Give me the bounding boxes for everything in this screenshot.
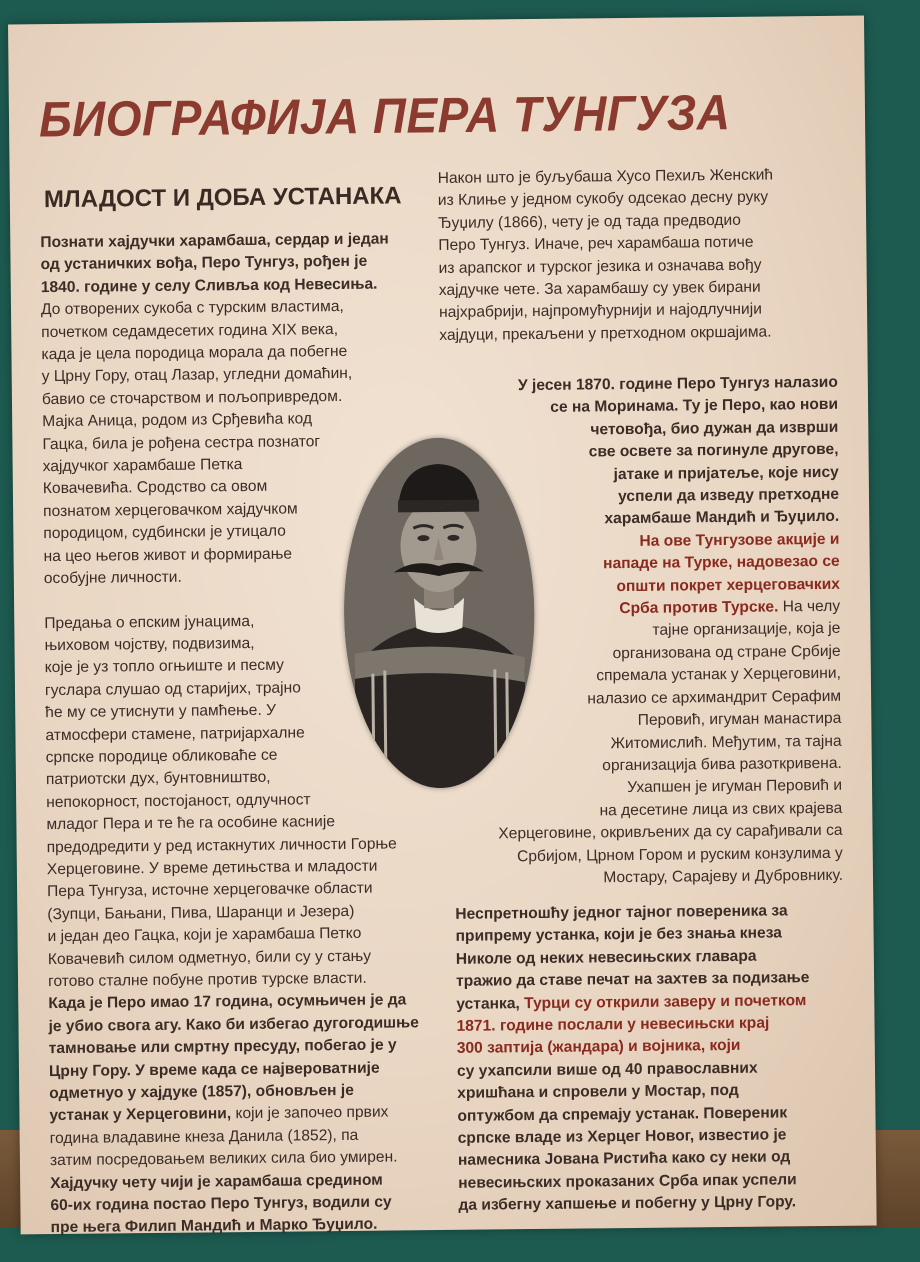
text-line: Николе од неких невесињских главара [455, 947, 757, 968]
text-line: Ковачевић силом одметнуо, били су у стању [47, 947, 372, 968]
text-line: особујне личности. [43, 568, 182, 588]
text-line: Неспретношћу једног тајног повереника за [455, 902, 788, 923]
text-line: невесињских проказаних Срба ипак успели [458, 1171, 797, 1192]
text-line: породицом, судбински је утицало [43, 522, 286, 543]
text-line [456, 989, 851, 1016]
text-line: оптужбом да спремају устанак. Повереник [457, 1104, 788, 1125]
text-line: општи покрет херцеговачких [616, 575, 841, 595]
text-line: готово сталне побуне против турске власти. [47, 969, 367, 991]
text-line: Када је Перо имао 17 година, осумњичен је да [48, 991, 407, 1013]
text-line: познатом херцеговачком хајдучком [43, 500, 298, 521]
text-line: све освете за погинуле другове, [588, 441, 839, 461]
text-line: До отворених сукоба с турским властима, [40, 298, 344, 319]
text-line: Србијом, Црном Гором и руским конзулима у [516, 844, 843, 865]
text-line: бавио се сточарством и пољопривредом. [41, 387, 343, 408]
text-line: се на Моринама. Ту је Перо, као нови [550, 396, 839, 417]
text-line: налазио се архимандрит Серафим [587, 687, 842, 708]
text-line: организована од стране Србије [612, 642, 841, 663]
text-line: су ухапсили више од 40 православних [456, 1059, 758, 1080]
text-line: Предања о епским јунацима, [44, 612, 255, 632]
text-line: тражио да ставе печат на захтев за подизање [455, 969, 810, 991]
paragraph-harambasa [438, 164, 840, 347]
text-line: из Клиње у једном сукобу одсекао десну руку [437, 188, 769, 210]
text-line: Пера Тунгуза, источне херцеговачке области [47, 880, 373, 901]
text-fragment: На челу [778, 597, 841, 616]
text-line: пре њега Филип Мандић и Марко Ђуџило. [50, 1216, 378, 1237]
text-line: 300 заптија (жандара) и војника, који [456, 1037, 741, 1058]
text-line: патриотски дух, бунтовништво, [45, 769, 271, 789]
text-line: 1840. године у селу Сливља код Невесиња. [40, 275, 378, 296]
text-line: 1871. године послали у невесињски крај [456, 1014, 770, 1035]
text-fragment: устанак у Херцеговини, [49, 1105, 232, 1125]
right-column-top [438, 164, 840, 369]
text-line: најхрабрији, најпромућурнији и најодлучнији [438, 301, 762, 322]
text-line: Гацка, била је рођена сестра познатог [42, 432, 321, 453]
text-line: из арапског и турског језика и означава вођу [438, 256, 762, 277]
text-line: четовођа, био дужан да изврши [590, 418, 839, 439]
text-line: српске владе из Херцег Новог, известио је [457, 1126, 787, 1147]
text-line: хајдучког харамбаше Петка [42, 456, 243, 476]
text-line: и један део Гацка, који је харамбаша Петко [47, 925, 362, 946]
text-line: Перовић, игуман манастира [637, 709, 842, 730]
text-line: у Црну Гору, отац Лазар, угледни домаћин, [41, 365, 353, 386]
text-line: предодредити у ред истакнутих личности Горње [46, 835, 397, 856]
text-line: 60-их година постао Перо Тунгуз, водили су [50, 1193, 392, 1215]
text-line: Херцеговине. У време детињства и младости [46, 857, 378, 879]
text-line: да избегну хапшење и побегну у Црну Гору. [458, 1193, 797, 1215]
section-subtitle: МЛАДОСТ И ДОБА УСТАНАКА [43, 182, 402, 214]
text-line: Житомислић. Међутим, та тајна [610, 732, 842, 752]
text-line: нападе на Турке, надовезао се [603, 553, 840, 573]
text-line: српске породице обликоваће се [45, 746, 278, 767]
text-line: У јесен 1870. године Перо Тунгуз налазио [517, 373, 838, 395]
text-line: одметнуо у хајдуке (1857), обновљен је [49, 1081, 354, 1103]
text-line: хришћана и спровели у Мостар, под [457, 1082, 739, 1103]
text-line: атмосфери стамене, патријархалне [45, 723, 305, 744]
text-line: (Зупци, Бањани, Пива, Шаранци и Језера) [47, 902, 355, 923]
text-line: Перо Тунгуз. Иначе, реч харамбаша потиче [438, 233, 754, 255]
text-line: харамбаше Мандић и Ђуџило. [604, 508, 840, 528]
text-line: на десетине лица из свих крајева [599, 799, 843, 820]
text-line: Ковачевића. Сродство са овом [42, 478, 268, 498]
text-line: Мајка Аница, родом из Срђевића код [42, 410, 313, 431]
text-line: хајдучке чете. За харамбашу су увек бирани [438, 278, 761, 300]
text-line: гуслара слушао од старијих, трајно [44, 679, 301, 699]
text-line: спремала устанак у Херцеговини, [596, 665, 841, 685]
right-column-bottom [455, 900, 853, 1240]
text-line: Ухапшен је игуман Перовић и [627, 777, 843, 797]
text-line: је убио свога агу. Како би избегао дугогодишње [48, 1014, 420, 1035]
text-fragment: устанка, [456, 994, 525, 1013]
text-line [49, 1102, 429, 1128]
text-fragment: Турци су открили заверу и почетком [524, 991, 807, 1012]
text-line: На ове Тунгузове акције и [639, 530, 840, 550]
text-line: Црну Гору. У време када се највероватније [48, 1059, 380, 1080]
text-line: ће му се утиснути у памћење. У [45, 701, 277, 722]
text-fragment: Срба против Турске. [619, 598, 779, 618]
text-line: од устаничких вођа, Перо Тунгуз, рођен је [40, 253, 368, 274]
text-line: тамновање или смртну пресуду, побегао је у [48, 1036, 397, 1058]
text-line: Херцеговине, окривљених да су сарађивали са [498, 821, 843, 843]
text-line: на цео његов живот и формирање [43, 545, 293, 565]
text-line: јатаке и пријатеље, које нису [613, 463, 839, 483]
paragraph-conspiracy [455, 900, 853, 1218]
poster-board [8, 16, 877, 1235]
text-line: Ђуџилу (1866), чету је од тада предводио [438, 211, 741, 232]
poster-title: БИОГРАФИЈА ПЕРА ТУНГУЗА [38, 83, 731, 148]
text-line: Мостару, Сарајеву и Дубровнику. [603, 866, 844, 887]
text-line: непокорност, постојаност, одлучност [46, 791, 311, 811]
text-line: припрему устанка, који је без знања кнеза [455, 924, 782, 946]
text-line: Након што је буљубаша Хусо Пехиљ Женскић [437, 166, 774, 187]
text-line: њиховом чојству, подвизима, [44, 634, 255, 655]
text-line: почетком седамдесетих година XIX века, [41, 320, 339, 341]
text-line: младог Пера и те ће га особине касније [46, 813, 336, 834]
text-line: хајдуци, прекаљени у претходном окршајима. [439, 323, 772, 344]
text-line: Хајдучку чету чији је харамбаша средином [50, 1171, 383, 1192]
text-line: када је цела породица морала да побегне [41, 342, 348, 364]
text-line: Познати хајдучки харамбаша, сердар и један [40, 230, 389, 252]
text-fragment: који је започео првих [231, 1103, 389, 1123]
text-line: организација бива разоткривена. [602, 754, 842, 775]
text-line: тајне организације, која је [652, 620, 841, 640]
text-line: затим посредовањем великих сила био умирен. [49, 1148, 398, 1170]
text-line: успели да изведу претходне [618, 485, 840, 506]
text-line: година владавине кнеза Данила (1852), па [49, 1126, 359, 1147]
text-line: намесника Јована Ристића како су неки од [457, 1148, 791, 1170]
text-line: које је уз топло огњиште и песму [44, 656, 284, 677]
left-column [40, 228, 431, 1262]
